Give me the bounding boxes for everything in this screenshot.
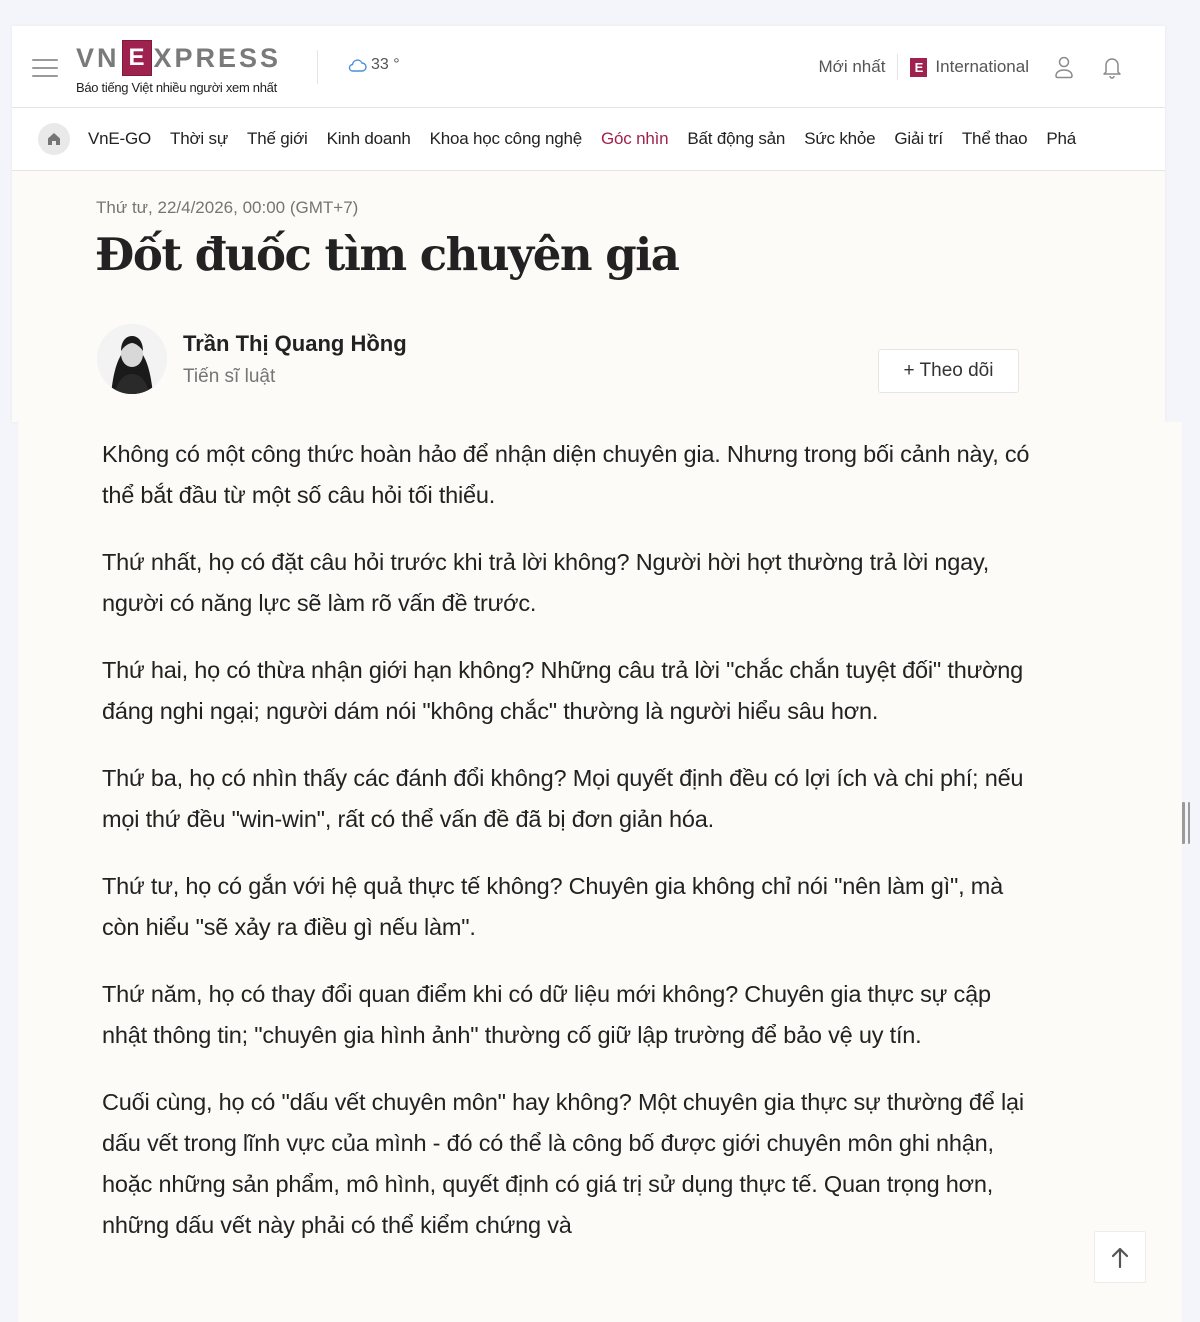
tagline: Báo tiếng Việt nhiều người xem nhất	[76, 80, 277, 95]
user-button[interactable]	[1051, 54, 1077, 80]
article-body	[102, 434, 1042, 1272]
article-paragraph: Thứ năm, họ có thay đổi quan điểm khi có dữ liệu mới không? Chuyên gia thực sự cập nhật thông tin; "chuyên gia hình ảnh" thường cố giữ lập trường để bảo vệ uy tín.	[102, 981, 991, 1048]
international-link[interactable]	[910, 57, 1029, 77]
article-title: Đốt đuốc tìm chuyên gia	[95, 228, 679, 281]
international-label: International	[935, 57, 1029, 76]
notifications-button[interactable]	[1099, 54, 1125, 80]
nav-item-goc-nhin[interactable]: Góc nhìn	[601, 129, 669, 148]
temperature: 33 °	[371, 56, 400, 73]
article-paragraph: Thứ ba, họ có nhìn thấy các đánh đổi không? Mọi quyết định đều có lợi ích và chi phí; nếu mọi thứ đều "win-win", rất có thể vấn đề đã bị đơn giản hóa.	[102, 765, 1024, 832]
nav-item-vne-go[interactable]: VnE-GO	[88, 129, 152, 148]
article-paragraph: Thứ hai, họ có thừa nhận giới hạn không? Những câu trả lời "chắc chắn tuyệt đối" thường đáng nghi ngại; người dám nói "không chắc" thường là người hiểu sâu hơn.	[102, 657, 1024, 724]
nav-item-bat-dong-san[interactable]: Bất động sản	[687, 129, 786, 148]
nav-item-kinh-doanh[interactable]: Kinh doanh	[326, 129, 411, 148]
bell-icon	[1101, 55, 1123, 79]
nav-item-suc-khoe[interactable]: Sức khỏe	[804, 129, 876, 148]
drag-handle-icon[interactable]	[1182, 802, 1190, 844]
international-e-icon: E	[910, 58, 927, 77]
article-dateline: Thứ tư, 22/4/2026, 00:00 (GMT+7)	[96, 198, 359, 217]
header-actions	[819, 54, 1125, 80]
nav-item-the-thao[interactable]: Thể thao	[961, 129, 1028, 148]
article-paragraph: Thứ nhất, họ có đặt câu hỏi trước khi trả lời không? Người hời hợt thường trả lời ngay, người có năng lực sẽ làm rõ vấn đề trước.	[102, 549, 990, 616]
nav-item-phap-luat[interactable]: Phá	[1046, 129, 1077, 148]
home-icon	[47, 132, 61, 146]
site-header	[12, 26, 1165, 108]
menu-hamburger-icon[interactable]	[32, 59, 58, 79]
category-nav	[12, 108, 1165, 171]
home-button[interactable]	[38, 123, 70, 155]
nav-item-thoi-su[interactable]: Thời sự	[170, 129, 229, 148]
article-paragraph: Không có một công thức hoàn hảo để nhận diện chuyên gia. Nhưng trong bối cảnh này, có thể bắt đầu từ một số câu hỏi tối thiểu.	[102, 441, 1030, 508]
logo-e-mark: E	[122, 40, 152, 76]
arrow-up-icon	[1111, 1246, 1129, 1268]
vnexpress-logo[interactable]	[76, 38, 306, 98]
nav-item-the-gioi[interactable]: Thế giới	[247, 129, 308, 148]
back-to-top-button[interactable]	[1094, 1231, 1146, 1283]
divider	[317, 50, 318, 84]
cloud-icon	[347, 58, 367, 72]
author-name[interactable]: Trần Thị Quang Hồng	[183, 331, 407, 356]
article-paragraph: Cuối cùng, họ có "dấu vết chuyên môn" hay không? Một chuyên gia thực sự thường để lại dấu vết trong lĩnh vực của mình - đó có thể là công bố được giới chuyên môn ghi nhận, hoặc những sản phẩm, mô hình, quyết định có giá trị sử dụng thực tế. Quan trọng hơn, những dấu vết này phải có thể kiểm chứng và	[102, 1089, 1024, 1238]
nav-item-giai-tri[interactable]: Giải trí	[894, 129, 943, 148]
author-role: Tiến sĩ luật	[183, 366, 276, 387]
latest-news-link[interactable]: Mới nhất	[818, 57, 886, 76]
follow-button[interactable]: + Theo dõi	[878, 349, 1019, 393]
article-paragraph: Thứ tư, họ có gắn với hệ quả thực tế không? Chuyên gia không chỉ nói "nên làm gì", mà còn hiểu "sẽ xảy ra điều gì nếu làm".	[102, 873, 1003, 940]
user-icon	[1053, 55, 1075, 79]
logo-text-left: VN	[76, 42, 120, 73]
divider	[897, 54, 898, 80]
author-avatar[interactable]	[97, 324, 167, 394]
logo-text-right: XPRESS	[153, 42, 282, 73]
weather-widget[interactable]	[347, 56, 400, 74]
nav-item-khoa-hoc-cong-nghe[interactable]: Khoa học công nghệ	[429, 129, 582, 148]
author-photo	[97, 324, 167, 394]
